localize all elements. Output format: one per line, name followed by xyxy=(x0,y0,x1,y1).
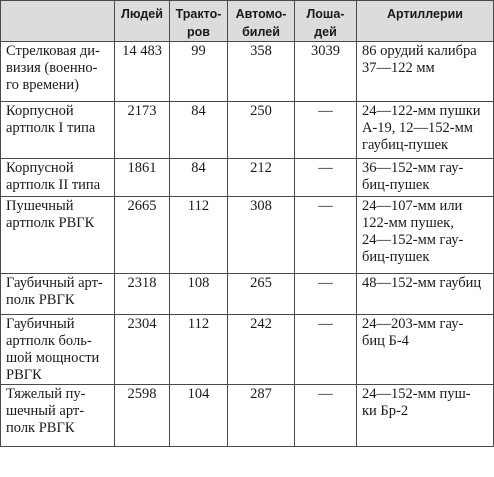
tractors-cell: 112 xyxy=(170,315,228,385)
tractors-cell: 84 xyxy=(170,159,228,197)
table-row xyxy=(1,42,494,102)
cars-cell: 212 xyxy=(228,159,295,197)
artillery-cell: 24—152-мм пуш- ки Бр-2 xyxy=(357,385,494,447)
artillery-cell: 48—152-мм гаубиц xyxy=(357,274,494,315)
horses-cell: — xyxy=(295,315,357,385)
table-row xyxy=(1,159,494,197)
artillery-cell: 86 орудий калибра 37—122 мм xyxy=(357,42,494,102)
artillery-cell: 24—122-мм пушки А-19, 12—152-мм гаубиц-пушек xyxy=(357,102,494,159)
table-header-row xyxy=(1,1,494,42)
artillery-cell: 36—152-мм гау- биц-пушек xyxy=(357,159,494,197)
tractors-cell: 108 xyxy=(170,274,228,315)
table-row xyxy=(1,102,494,159)
header-tractors: Тракто- ров xyxy=(170,1,228,42)
tractors-cell: 84 xyxy=(170,102,228,159)
horses-cell: — xyxy=(295,385,357,447)
header-artillery: Артиллерии xyxy=(357,1,494,42)
horses-cell: 3039 xyxy=(295,42,357,102)
cars-cell: 250 xyxy=(228,102,295,159)
unit-name-cell: Гаубичный арт- полк РВГК xyxy=(1,274,115,315)
people-cell: 2304 xyxy=(115,315,170,385)
unit-name-cell: Корпусной артполк I типа xyxy=(1,102,115,159)
people-cell: 1861 xyxy=(115,159,170,197)
artillery-cell: 24—203-мм гау- биц Б-4 xyxy=(357,315,494,385)
unit-name-cell: Стрелковая ди- визия (военно- го времени) xyxy=(1,42,115,102)
cars-cell: 287 xyxy=(228,385,295,447)
horses-cell: — xyxy=(295,159,357,197)
tractors-cell: 112 xyxy=(170,197,228,274)
people-cell: 2665 xyxy=(115,197,170,274)
unit-name-cell: Пушечный артполк РВГК xyxy=(1,197,115,274)
header-horses: Лоша- дей xyxy=(295,1,357,42)
people-cell: 2598 xyxy=(115,385,170,447)
table-row xyxy=(1,197,494,274)
horses-cell: — xyxy=(295,274,357,315)
artillery-cell: 24—107-мм или 122-мм пушек, 24—152-мм гау- биц-пушек xyxy=(357,197,494,274)
header-unit xyxy=(1,1,115,42)
table-row xyxy=(1,274,494,315)
header-cars: Автомо- билей xyxy=(228,1,295,42)
cars-cell: 242 xyxy=(228,315,295,385)
horses-cell: — xyxy=(295,102,357,159)
cars-cell: 308 xyxy=(228,197,295,274)
tractors-cell: 104 xyxy=(170,385,228,447)
horses-cell: — xyxy=(295,197,357,274)
cars-cell: 358 xyxy=(228,42,295,102)
people-cell: 14 483 xyxy=(115,42,170,102)
unit-name-cell: Тяжелый пу- шечный арт- полк РВГК xyxy=(1,385,115,447)
tractors-cell: 99 xyxy=(170,42,228,102)
people-cell: 2173 xyxy=(115,102,170,159)
table-row xyxy=(1,385,494,447)
unit-name-cell: Корпусной артполк II типа xyxy=(1,159,115,197)
unit-name-cell: Гаубичный артполк боль- шой мощности РВГК xyxy=(1,315,115,385)
table-row xyxy=(1,315,494,385)
cars-cell: 265 xyxy=(228,274,295,315)
header-people: Людей xyxy=(115,1,170,42)
people-cell: 2318 xyxy=(115,274,170,315)
